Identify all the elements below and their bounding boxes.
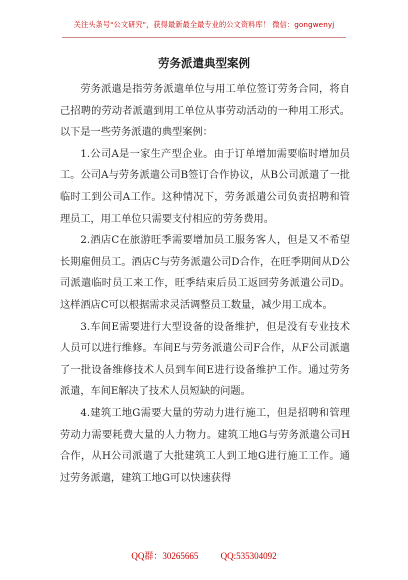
- footer-contact: [0, 549, 408, 562]
- document-body: [60, 79, 350, 489]
- footer-qq-number: QQ:535304092: [220, 551, 277, 561]
- header-divider: [62, 37, 346, 38]
- intro-paragraph: 劳务派遣是指劳务派遣单位与用工单位签订劳务合同，将自己招聘的劳动者派遣到用工单位从事劳动活动的一种用工形式。以下是一些劳务派遣的典型案例：: [60, 84, 350, 139]
- header-banner: 关注头条号"公文研究"，获得最新最全最专业的公文资料库！ 微信：gongwenyj: [73, 20, 335, 29]
- case-paragraph-2: 2.酒店C在旅游旺季需要增加员工服务客人，但是又不希望长期雇佣员工。酒店C与劳务派遣公司D合作，在旺季期间从D公司派遣临时员工来工作，旺季结束后员工返回劳务派遣公司D。这样酒店C可以根据需求灵活调整员工数量，减少用工成本。: [60, 235, 350, 311]
- case-paragraph-1: 1.公司A是一家生产型企业。由于订单增加需要临时增加员工。公司A与劳务派遣公司B签订合作协议，从B公司派遣了一批临时工到公司A工作。这种情况下，劳务派遣公司负责招聘和管理员工，用工单位只需要支付相应的劳务费用。: [60, 148, 350, 225]
- case-paragraph-4: 4.建筑工地G需要大量的劳动力进行施工，但是招聘和管理劳动力需要耗费大量的人力物力。建筑工地G与劳务派遣公司H合作，从H公司派遣了大批建筑工人到工地G进行施工工作。通过劳务派遣，建筑工地G可以快速获得: [60, 407, 350, 484]
- footer-qq-group: QQ群：30265665: [131, 551, 199, 561]
- page-title: 劳务派遣典型案例: [158, 56, 250, 70]
- case-paragraph-3: 3.车间E需要进行大型设备的设备维护，但是没有专业技术人员可以进行维修。车间E与劳务派遣公司F合作，从F公司派遣了一批设备维修技术人员到车间E进行设备维护工作。通过劳务派遣，车间E解决了技术人员短缺的问题。: [60, 321, 350, 398]
